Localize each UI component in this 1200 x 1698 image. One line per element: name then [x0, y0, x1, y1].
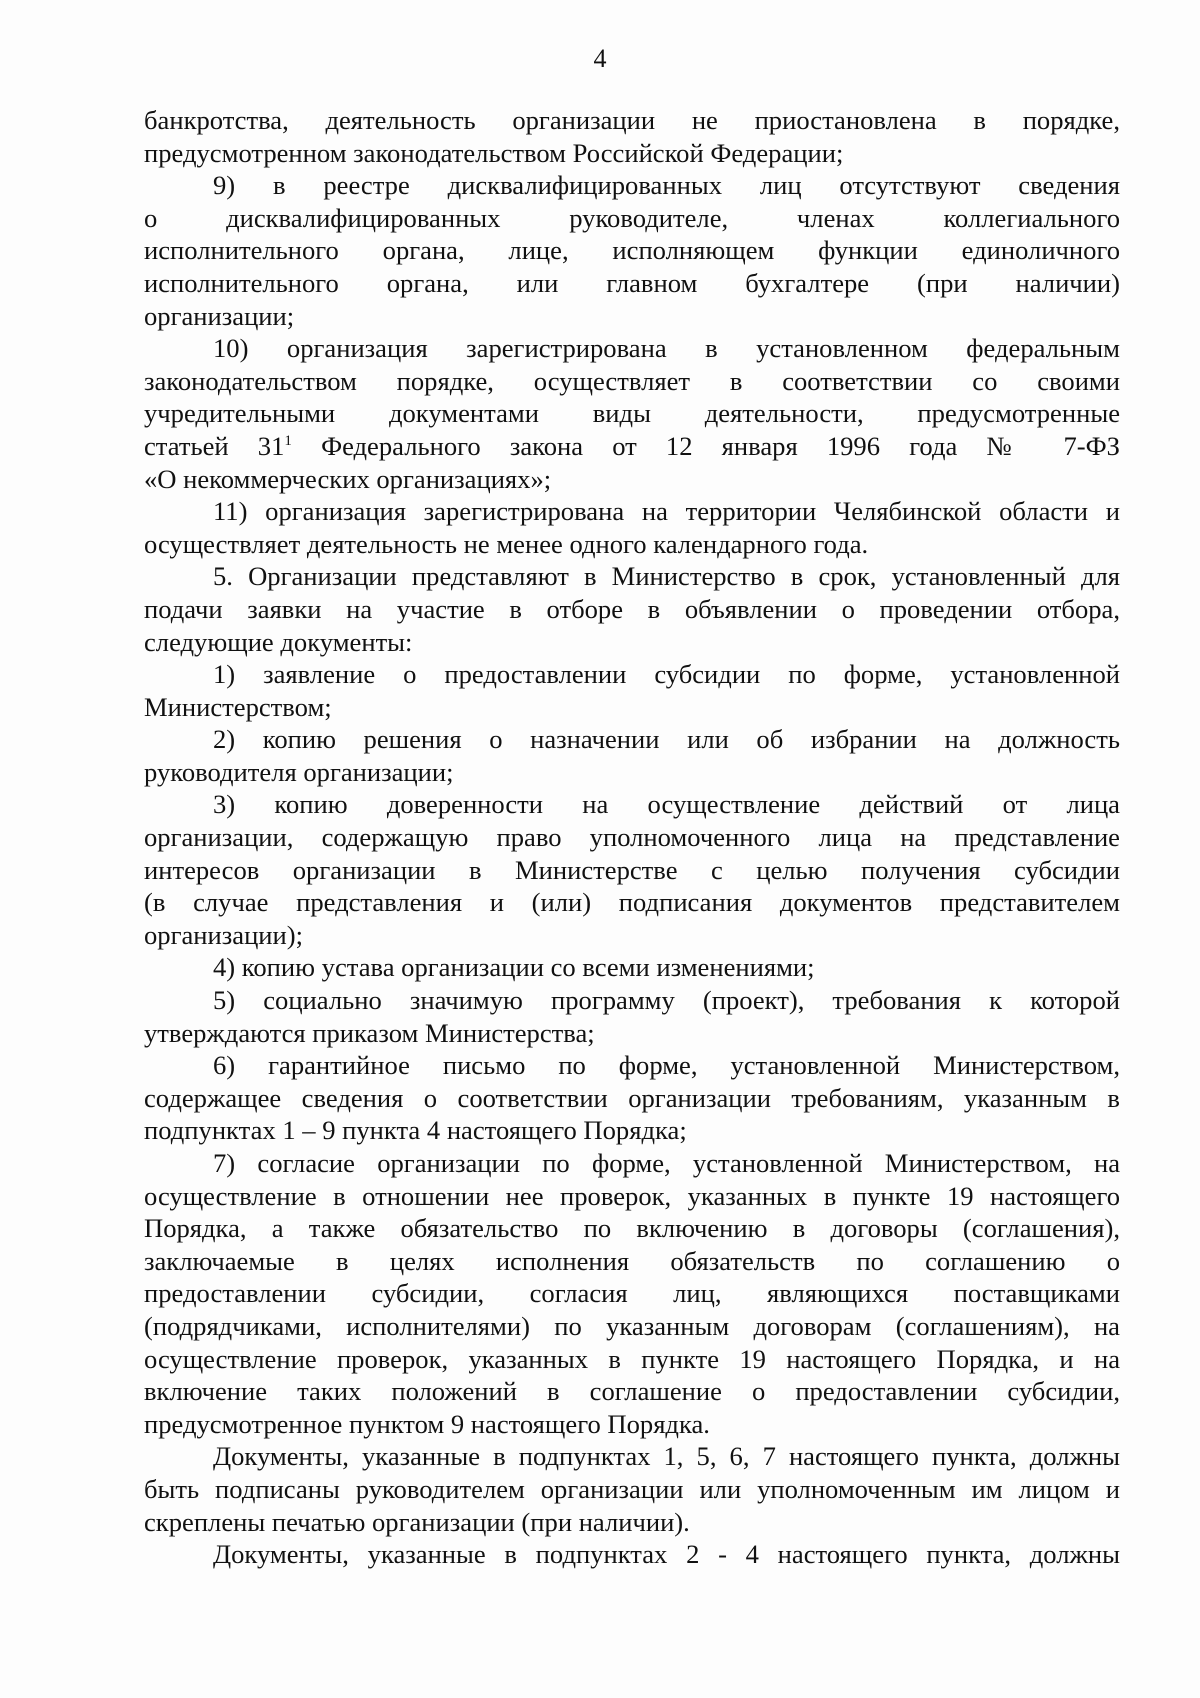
paragraph-subitem-5: 5) социально значимую программу (проект), требования к которой [213, 985, 1120, 1016]
paragraph-subitem-6: 6) гарантийное письмо по форме, установленной Министерством, [213, 1050, 1120, 1081]
paragraph-subitem-3: 3) копию доверенности на осуществление действий от лица [213, 789, 1120, 820]
paragraph-item-10: 10) организация зарегистрирована в установленном федеральным [213, 333, 1120, 364]
document-body: банкротства, деятельность организации не приостановлена в порядке, предусмотренном законодательством Российской Федерации; 9) в реестре дисквалифицированных лиц отсутствуют сведения о дисквалифицированных руководителе, членах коллегиального исполнительного органа, лице, исполняющем функции единоличного исполнительного органа, или главном бухгалтере (при наличии) организации; 10) организация зарегистрирована в установленном федеральным законодательством порядке, осуществляет в соответствии со своими учредительными документами виды деятельности, предусмотренные статьей $31^1$ Федерального закона от 12 января 1996 года № 7-ФЗ «О некоммерческих организациях»; 11) организация зарегистрирована на территории Челябинской области и осуществляет деятельность не менее одного календарного года. 5. Организации представляют в Министерство в срок, установленный для подачи заявки на участие в отборе в объявлении о проведении отбора, следующие документы: 1) заявление о предоставлении субсидии по форме, установленной Министерством; 2) копию решения о назначении или об избрании на должность руководителя организации; 3) копию доверенности на осуществление действий от лица организации, содержащую право уполномоченного лица на представление интересов организации в Министерстве с целью получения субсидии (в случае представления и (или) подписания документов представителем организации); 4) копию устава организации со всеми изменениями; 5) социально значимую программу (проект), требования к которой утверждаются приказом Министерства; 6) гарантийное письмо по форме, установленной Министерством, содержащее сведения о соответствии организации требованиям, указанным в подпунктах 1 – 9 пункта 4 настоящего Порядка; 7) согласие организации по форме, установленной Министерством, на осуществление в отношении нее проверок, указанных в пункте 19 настоящего Порядка, а также обязательство по включению в договоры (соглашения), заключаемые в целях исполнения обязательств по соглашению о предоставлении субсидии, согласия лиц, являющихся поставщиками (подрядчиками, исполнителями) по указанным договорам (соглашениям), на осуществление проверок, указанных в пункте 19 настоящего Порядка, и на включение таких положений в соглашение о предоставлении субсидии, предусмотренное пунктом 9 настоящего Порядка. Документы, указанные в подпунктах 1, 5, 6, 7 настоящего пункта, должны быть подписаны руководителем организации или уполномоченным им лицом и скреплены печатью организации (при наличии). Документы, указанные в подпунктах 2 - 4 настоящего пункта, должны [144, 105, 1120, 1570]
paragraph-subitem-4: 4) копию устава организации со всеми изменениями; [213, 952, 815, 983]
paragraph-subitem-7: 7) согласие организации по форме, установленной Министерством, на [213, 1148, 1120, 1178]
article-reference-line: статьей $31^1$ Федерального закона от 12 января 1996 года № 7-ФЗ [144, 430, 1120, 461]
paragraph-copies-requirements: Документы, указанные в подпунктах 2 - 4 настоящего пункта, должны [213, 1539, 1120, 1570]
paragraph-item-9: 9) в реестре дисквалифицированных лиц отсутствуют сведения [213, 170, 1120, 201]
superscript: 1 [284, 433, 292, 450]
paragraph-item-11: 11) организация зарегистрирована на территории Челябинской области и [213, 496, 1120, 527]
paragraph-point-5: 5. Организации представляют в Министерство в срок, установленный для [213, 561, 1120, 592]
paragraph-continuation: банкротства, деятельность организации не приостановлена в порядке, [144, 105, 1120, 135]
page-number: 4 [593, 44, 607, 73]
paragraph-subitem-1: 1) заявление о предоставлении субсидии по форме, установленной [213, 659, 1120, 690]
paragraph-subitem-2: 2) копию решения о назначении или об избрании на должность [213, 724, 1120, 755]
paragraph-signature-requirements: Документы, указанные в подпунктах 1, 5, 6, 7 настоящего пункта, должны [213, 1441, 1120, 1472]
